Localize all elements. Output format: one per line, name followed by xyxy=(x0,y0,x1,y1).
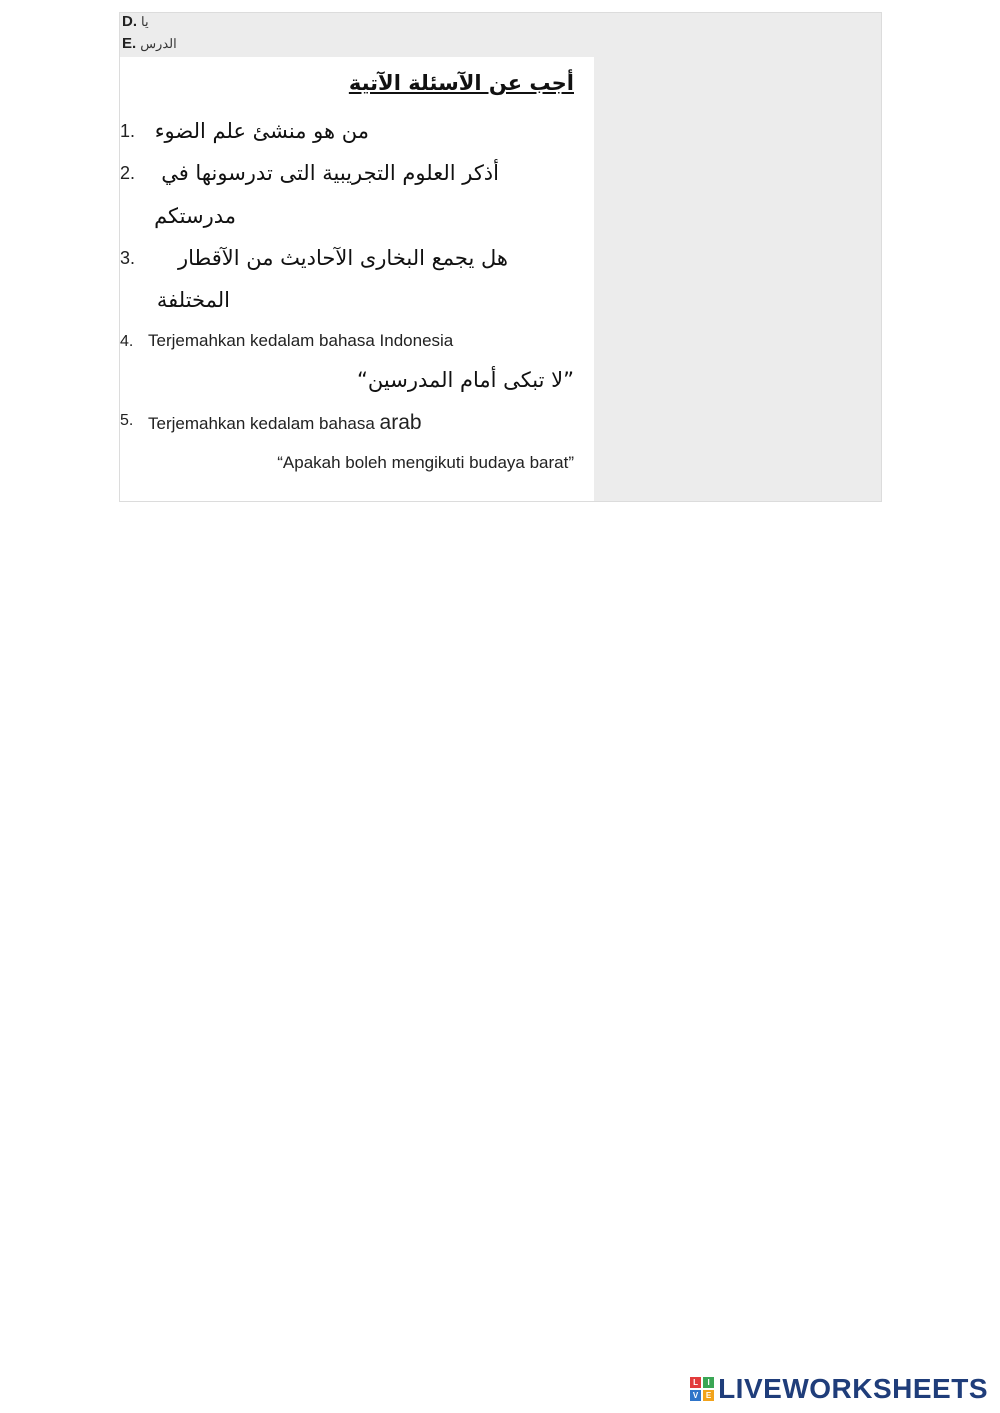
question-5-instruction xyxy=(148,411,422,435)
option-letter: D. xyxy=(122,13,137,30)
logo-letter: L xyxy=(690,1377,701,1388)
question-number: 2. xyxy=(120,163,136,183)
question-number: 5. xyxy=(120,412,134,429)
question-5-quote: “Apakah boleh mengikuti budaya barat” xyxy=(277,453,574,472)
option-text: الدرس xyxy=(140,36,177,51)
option-d[interactable] xyxy=(122,13,149,30)
question-3-line-2: المختلفة xyxy=(156,288,230,312)
question-2-line-1: أذكر العلوم التجريبية التى تدرسونها في xyxy=(161,161,499,185)
option-letter: E. xyxy=(122,35,137,52)
question-4-quote: ”لا تبكى أمام المدرسين“ xyxy=(357,368,574,392)
logo-text: LIVEWORKSHEETS xyxy=(718,1373,988,1404)
liveworksheets-logo xyxy=(690,1372,988,1406)
worksheet-image xyxy=(120,57,594,501)
logo-icon xyxy=(690,1377,714,1401)
logo-letter: I xyxy=(703,1377,714,1388)
option-e[interactable] xyxy=(122,35,177,52)
question-1-text: من هو منشئ علم الضوء xyxy=(154,119,369,143)
question-5-instruction-text: Terjemahkan kedalam bahasa xyxy=(148,414,375,433)
question-3-line-1: هل يجمع البخارى الآحاديث من الآقطار xyxy=(177,246,508,270)
question-4-instruction: Terjemahkan kedalam bahasa Indonesia xyxy=(148,331,454,350)
logo-letter: V xyxy=(690,1390,701,1401)
question-5-instruction-word: arab xyxy=(379,411,422,434)
worksheet-heading: أجب عن الآسئلة الآتية xyxy=(348,71,574,95)
option-text: يا xyxy=(141,14,149,29)
answer-panel xyxy=(119,12,882,502)
question-2-line-2: مدرستكم xyxy=(154,204,236,228)
question-number: 4. xyxy=(120,333,134,350)
question-number: 1. xyxy=(120,121,136,141)
logo-letter: E xyxy=(703,1390,714,1401)
question-number: 3. xyxy=(120,248,136,268)
